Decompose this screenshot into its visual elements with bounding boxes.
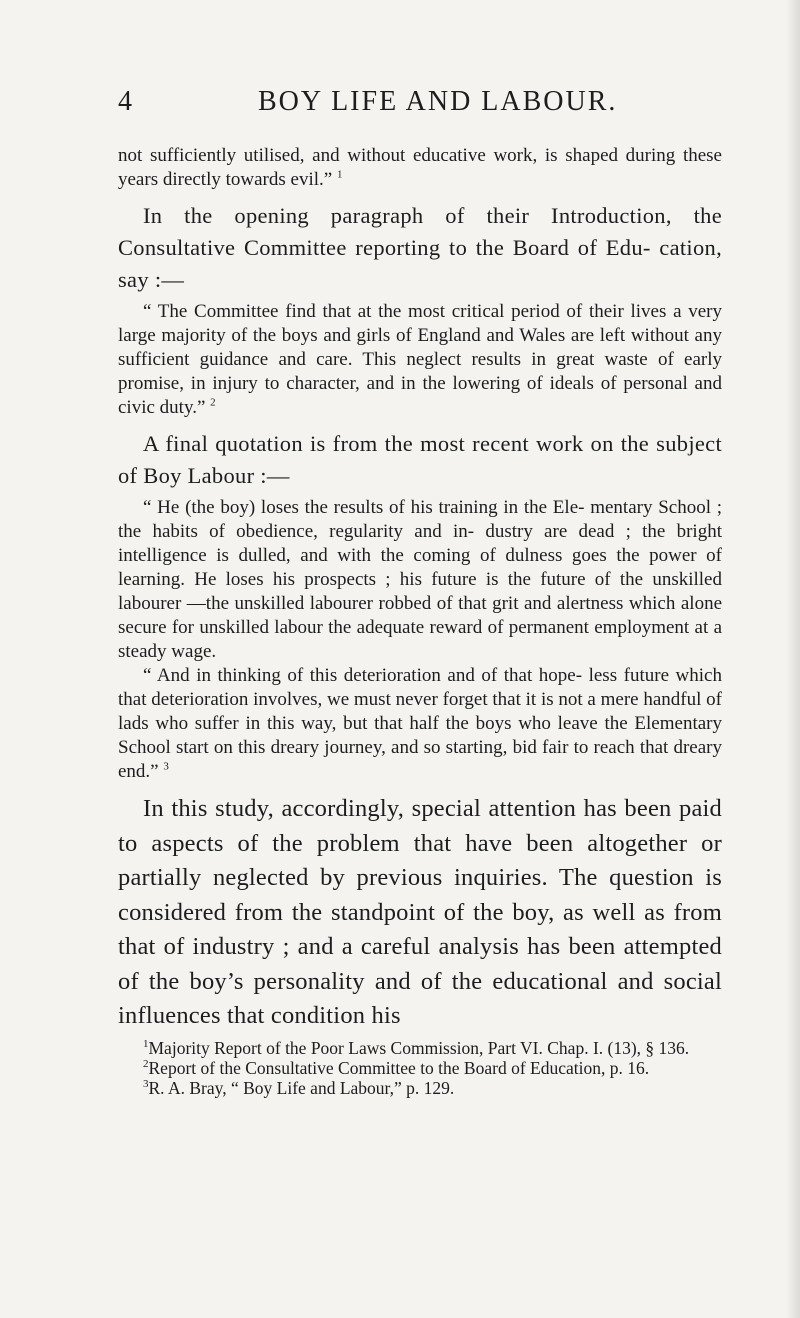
page-edge-shadow bbox=[786, 0, 800, 1318]
paragraph-intro: In the opening paragraph of their Introduction, the Consultative Committee reporting to the Board of Edu- cation, say :— bbox=[118, 203, 722, 292]
body-text bbox=[118, 144, 722, 1098]
footnotes bbox=[118, 1038, 722, 1098]
footnote-2: $^2$Report of the Consultative Committee to the Board of Education, p. 16. bbox=[143, 1057, 650, 1078]
page-header bbox=[118, 86, 718, 126]
paragraph-continuation: not sufficiently utilised, and without educative work, is shaped during these years directly towards evil.” $^1$ bbox=[118, 145, 722, 190]
footnote-3: $^3$R. A. Bray, “ Boy Life and Labour,” p. 129. bbox=[143, 1077, 455, 1098]
footnote-ref: 3 bbox=[163, 760, 169, 773]
quotation-bray-2: “ And in thinking of this deterioration and of that hope- less future which that deterioration involves, we must never forget that it is not a mere handful of lads who suffer in this way, but that half the boys who leave the Elementary School start on this dreary journey, and so starting, bid fair to reach that dreary end.” $^3$ bbox=[118, 665, 722, 782]
running-head: BOY LIFE AND LABOUR. bbox=[258, 86, 618, 117]
quotation-committee: “ The Committee find that at the most critical period of their lives a very large majority of the boys and girls of England and Wales are left without any sufficient guidance and care. This neglect results in great waste of early promise, in injury to character, and in the lowering of ideals of personal and civic duty.” $^2$ bbox=[118, 301, 722, 418]
page-number: 4 bbox=[118, 86, 133, 117]
paragraph-final-quotation: A final quotation is from the most recent work on the subject of Boy Labour :— bbox=[118, 431, 722, 488]
paragraph-study: In this study, accordingly, special attention has been paid to aspects of the problem that have been altogether or partially neglected by previous inquiries. The question is considered from the standpoint of the boy, as well as from that of industry ; and a careful analysis has been attempted of the boy’s personality and of the educational and social influences that condition his bbox=[118, 795, 722, 1029]
footnote-ref: 1 bbox=[336, 168, 343, 181]
quotation-bray-1: “ He (the boy) loses the results of his training in the Ele- mentary School ; the habits of obedience, regularity and in- dustry are dead ; the bright intelligence is dulled, and with the coming of dulness goes the power of learning. He loses his prospects ; his future is the future of the unskilled labourer —the unskilled labourer robbed of that grit and alertness which alone secure for unskilled labour the adequate reward of permanent employment at a steady wage. bbox=[118, 497, 722, 662]
footnote-ref: 2 bbox=[210, 396, 216, 409]
footnote-1: $^1$Majority Report of the Poor Laws Commission, Part VI. Chap. I. (13), § 136. bbox=[143, 1037, 690, 1058]
